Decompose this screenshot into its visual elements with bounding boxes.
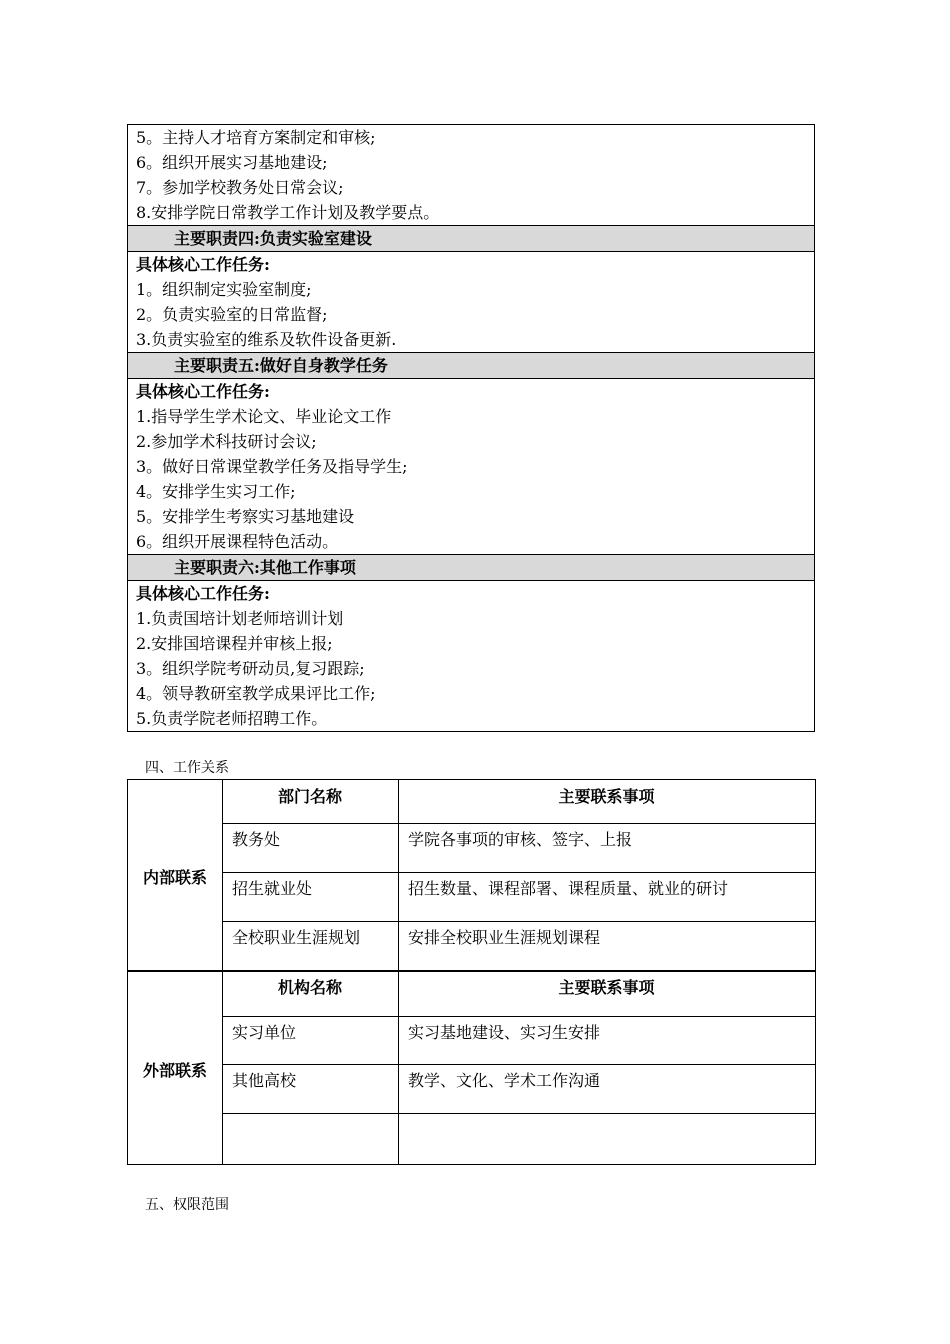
table-divider (222, 1113, 815, 1114)
duty-item: 2。负责实验室的日常监督; (136, 305, 328, 324)
duty-header-4: 主要职责四:负责实验室建设 (128, 225, 814, 251)
duty-item: 3。组织学院考研动员,复习跟踪; (136, 659, 365, 678)
relations-table (127, 779, 816, 1165)
duty-item: 3。做好日常课堂教学任务及指导学生; (136, 457, 408, 476)
duty-item: 1。组织制定实验室制度; (136, 280, 312, 299)
section-title-work-relations: 四、工作关系 (145, 760, 229, 776)
group-separator (128, 970, 815, 972)
duty-item: 4。安排学生实习工作; (136, 482, 296, 501)
duty-item: 1.负责国培计划老师培训计划 (136, 609, 344, 628)
table-divider (222, 1016, 815, 1017)
duty-block-continuation (127, 124, 815, 732)
duty-item: 5。主持人才培育方案制定和审核; (136, 128, 376, 147)
duty-item: 6。组织开展课程特色活动。 (136, 532, 339, 551)
org-name-header: 机构名称 (277, 978, 342, 997)
table-divider (222, 823, 815, 824)
table-divider (222, 780, 223, 1164)
duty-item: 4。领导教研室教学成果评比工作; (136, 684, 376, 703)
main-matters-header: 主要联系事项 (558, 787, 655, 806)
table-cell: 学院各事项的审核、签字、上报 (408, 830, 633, 849)
duty-header-6: 主要职责六:其他工作事项 (128, 554, 814, 580)
duty-item: 5。安排学生考察实习基地建设 (136, 507, 355, 526)
dept-name-header: 部门名称 (277, 787, 342, 806)
table-cell: 招生数量、课程部署、课程质量、就业的研讨 (408, 879, 729, 898)
duty-item: 5.负责学院老师招聘工作。 (136, 709, 328, 728)
duty-item: 6。组织开展实习基地建设; (136, 153, 328, 172)
duty-header-5: 主要职责五:做好自身教学任务 (128, 352, 814, 378)
duty-item: 2.安排国培课程并审核上报; (136, 634, 333, 653)
duty-subtitle: 具体核心工作任务: (128, 251, 814, 277)
duty-item: 7。参加学校教务处日常会议; (136, 178, 344, 197)
table-divider (398, 780, 399, 1164)
duty-item: 1.指导学生学术论文、毕业论文工作 (136, 407, 392, 426)
duty-subtitle: 具体核心工作任务: (128, 378, 814, 404)
duty-item: 8.安排学院日常教学工作计划及教学要点。 (136, 203, 440, 222)
table-cell: 其他高校 (232, 1071, 297, 1090)
table-divider (222, 872, 815, 873)
section-title-authority-scope: 五、权限范围 (145, 1197, 229, 1213)
table-cell: 安排全校职业生涯规划课程 (408, 928, 601, 947)
table-divider (222, 1064, 815, 1065)
table-divider (222, 921, 815, 922)
table-cell: 教学、文化、学术工作沟通 (408, 1071, 601, 1090)
duty-item: 3.负责实验室的维系及软件设备更新. (136, 330, 397, 349)
table-cell: 教务处 (232, 830, 281, 849)
table-cell: 招生就业处 (232, 879, 313, 898)
duty-subtitle: 具体核心工作任务: (128, 580, 814, 606)
table-cell: 全校职业生涯规划 (232, 928, 361, 947)
external-relations-label: 外部联系 (142, 1061, 207, 1080)
internal-relations-label: 内部联系 (142, 868, 207, 887)
duty-item: 2.参加学术科技研讨会议; (136, 432, 317, 451)
table-cell: 实习单位 (232, 1023, 297, 1042)
table-cell: 实习基地建设、实习生安排 (408, 1023, 601, 1042)
main-matters-header: 主要联系事项 (558, 978, 655, 997)
